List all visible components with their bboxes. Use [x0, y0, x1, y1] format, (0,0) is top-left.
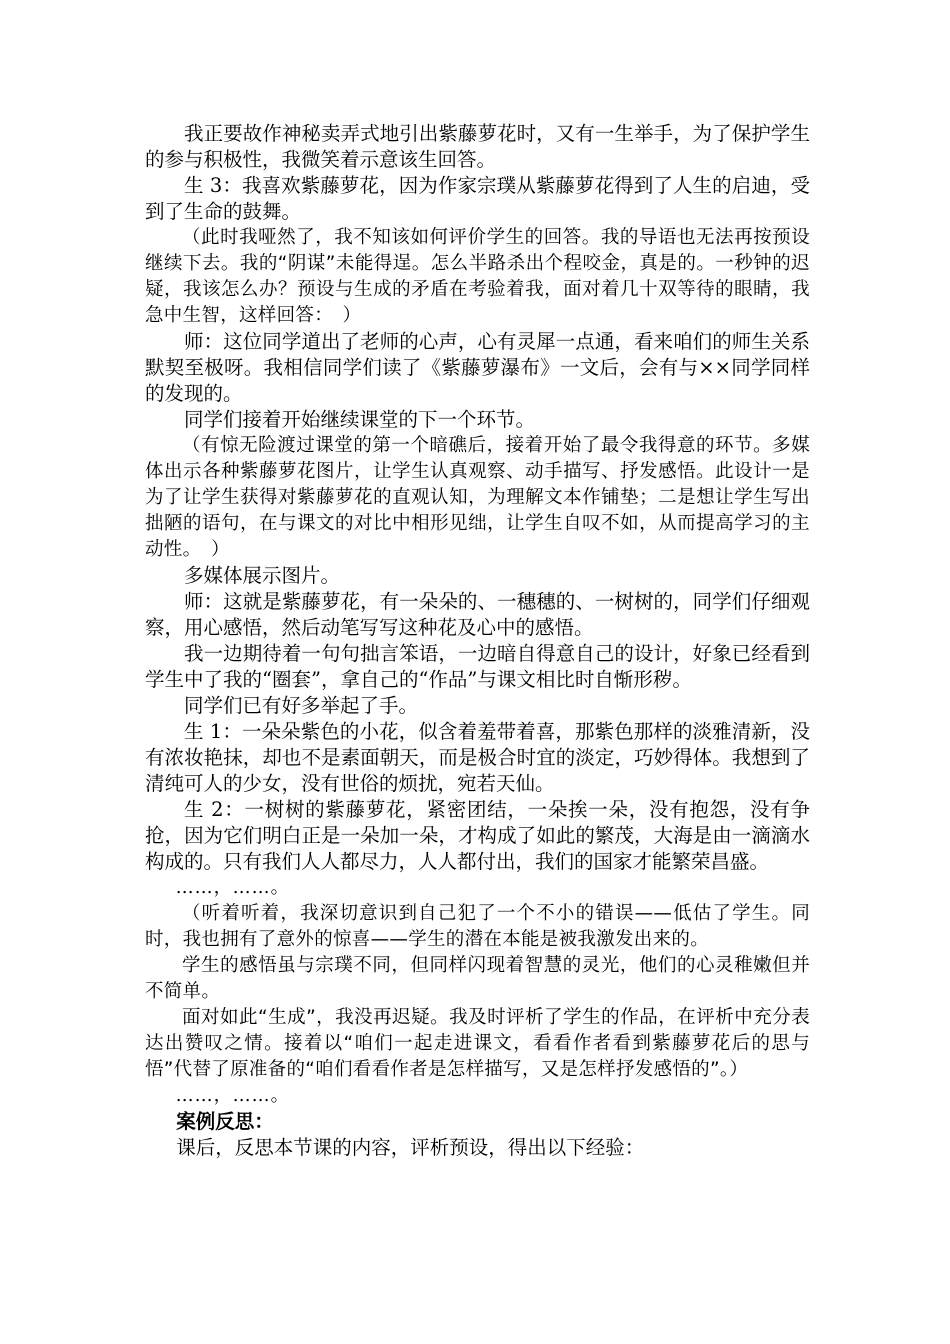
paragraph: 我正要故作神秘卖弄式地引出紫藤萝花时，又有一生举手，为了保护学生的参与积极性，我微笑着示意该生回答。	[145, 122, 810, 171]
paragraph: 生 1：一朵朵紫色的小花，似含着羞带着喜，那紫色那样的淡雅清新，没有浓妆艳抹，却也不是素面朝天，而是极合时宜的淡定，巧妙得体。我想到了清纯可人的少女，没有世俗的烦扰，宛若天仙。	[145, 720, 810, 795]
paragraph-aside: 学生的感悟虽与宗璞不同，但同样闪现着智慧的灵光，他们的心灵稚嫩但并不简单。	[145, 955, 810, 1002]
paragraph-aside: 面对如此“生成”，我没再迟疑。我及时评析了学生的作品，在评析中充分表达出赞叹之情。接着以“咱们一起走进课文，看看作者看到紫藤萝花后的思与悟”代替了原准备的“咱们看看作者是怎样描写，又是怎样抒发感悟的”。）	[145, 1007, 810, 1080]
section-heading: 案例反思：	[176, 1110, 274, 1133]
ellipsis-line: ……，……。	[175, 877, 290, 898]
paragraph: 生 3：我喜欢紫藤萝花，因为作家宗璞从紫藤萝花得到了人生的启迪，受到了生命的鼓舞。	[145, 174, 810, 223]
paragraph: 同学们接着开始继续课堂的下一个环节。	[184, 408, 536, 431]
paragraph-aside: （听着听着，我深切意识到自己犯了一个不小的错误——低估了学生。同时，我也拥有了意外的惊喜——学生的潜在本能是被我激发出来的。	[145, 903, 810, 950]
paragraph-aside: （此时我哑然了，我不知该如何评价学生的回答。我的导语也无法再按预设继续下去。我的“阴谋”未能得逞。怎么半路杀出个程咬金，真是的。一秒钟的迟疑，我该怎么办？预设与生成的矛盾在考验着我，面对着几十双等待的眼睛，我急中生智，这样回答： ）	[145, 227, 810, 326]
paragraph: 课后，反思本节课的内容，评析预设，得出以下经验：	[176, 1136, 645, 1159]
paragraph: 我一边期待着一句句拙言笨语，一边暗自得意自己的设计，好象已经看到学生中了我的“圈套”，拿自己的“作品”与课文相比时自惭形秽。	[145, 642, 810, 691]
paragraph: 生 2：一树树的紫藤萝花，紧密团结，一朵挨一朵，没有抱怨，没有争抢，因为它们明白正是一朵加一朵，才构成了如此的繁茂，大海是由一滴滴水构成的。只有我们人人都尽力，人人都付出，我们的国家才能繁荣昌盛。	[145, 798, 810, 873]
paragraph: 同学们已有好多举起了手。	[184, 694, 419, 717]
paragraph: 多媒体展示图片。	[184, 564, 341, 587]
document-page	[145, 121, 810, 1161]
ellipsis-line: ……，……。	[175, 1085, 290, 1106]
paragraph: 师：这就是紫藤萝花，有一朵朵的、一穗穗的、一树树的，同学们仔细观察，用心感悟，然后动笔写写这种花及心中的感悟。	[145, 590, 810, 639]
paragraph: 师：这位同学道出了老师的心声，心有灵犀一点通，看来咱们的师生关系默契至极呀。我相信同学们读了《紫藤萝瀑布》一文后，会有与××同学同样的发现的。	[145, 330, 810, 405]
paragraph-aside: （有惊无险渡过课堂的第一个暗礁后，接着开始了最令我得意的环节。多媒体出示各种紫藤萝花图片，让学生认真观察、动手描写、抒发感悟。此设计一是为了让学生获得对紫藤萝花的直观认知，为理解文本作铺垫；二是想让学生写出拙陋的语句，在与课文的对比中相形见绌，让学生自叹不如，从而提高学习的主动性。 ）	[145, 435, 810, 560]
